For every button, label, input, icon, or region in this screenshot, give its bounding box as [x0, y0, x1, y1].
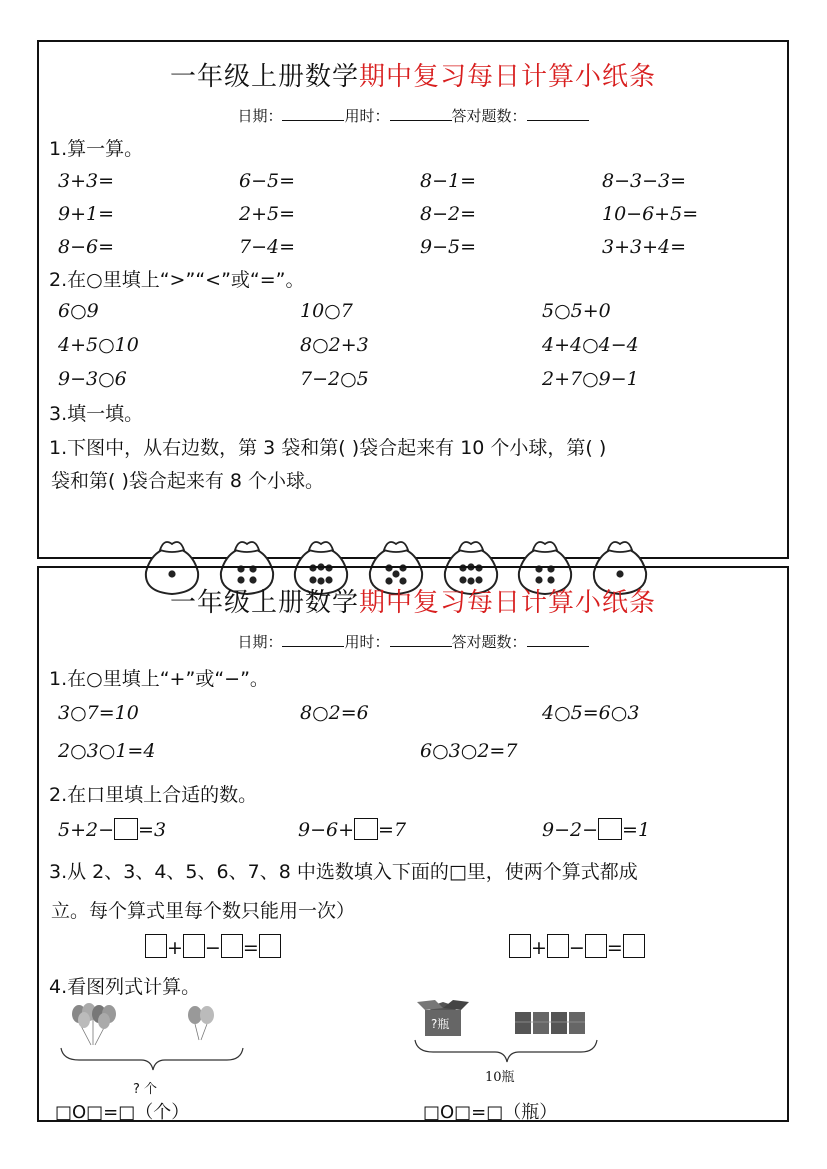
- meta-line: [39, 105, 787, 126]
- q3-line2: 立。每个算式里每个数只能用一次）: [51, 900, 356, 922]
- title-black-part: 一年级上册数学: [169, 62, 359, 92]
- title-red-part: 期中复习每日计算小纸条: [359, 62, 657, 92]
- time-label: 用时：: [344, 107, 390, 125]
- q1-item: 2○3○1=4: [58, 740, 156, 762]
- q3-heading: 3.从 2、3、4、5、6、7、8 中选数填入下面的□里，使两个算式都成: [49, 861, 638, 883]
- arithmetic-problem: 9−5=: [420, 236, 477, 258]
- box-icon: [417, 1000, 469, 1036]
- q2-post: =7: [378, 819, 407, 841]
- time-label: 用时：: [344, 633, 390, 651]
- equation-template-left: [145, 934, 281, 959]
- brace: [61, 1048, 243, 1070]
- time-blank[interactable]: [390, 106, 452, 121]
- comparison-problem: 9−3○6: [58, 368, 127, 390]
- answer-box[interactable]: [259, 934, 281, 958]
- q2-item: [298, 818, 406, 841]
- q2-post: =1: [622, 819, 651, 841]
- balloon-picture: [59, 1000, 244, 1080]
- bottle-total-label: 10瓶: [485, 1070, 515, 1085]
- op-minus: −: [568, 937, 585, 959]
- left-answer-template: □O□=□（个）: [55, 1102, 190, 1123]
- worksheet-1: [37, 40, 789, 559]
- balloon-total-label: ? 个: [133, 1082, 158, 1097]
- comparison-problem: 5○5+0: [542, 300, 611, 322]
- answer-box[interactable]: [221, 934, 243, 958]
- date-label: 日期：: [237, 107, 283, 125]
- answer-box[interactable]: [598, 818, 622, 840]
- arithmetic-problem: 2+5=: [239, 203, 296, 225]
- answer-box[interactable]: [547, 934, 569, 958]
- q1-item: 6○3○2=7: [420, 740, 518, 762]
- worksheet-title: [39, 56, 787, 93]
- date-blank[interactable]: [282, 632, 344, 647]
- q1-item: 8○2=6: [300, 702, 369, 724]
- q2-pre: 5+2−: [58, 819, 115, 841]
- arithmetic-problem: 8−3−3=: [602, 170, 687, 192]
- title-black-part: 一年级上册数学: [169, 588, 359, 618]
- box-label: ?瓶: [431, 1017, 450, 1031]
- arithmetic-problem: 7−4=: [239, 236, 296, 258]
- brace: [415, 1040, 597, 1062]
- q2-heading: 2.在口里填上合适的数。: [49, 784, 258, 806]
- q3-line2: 袋和第( )袋合起来有 8 个小球。: [51, 470, 325, 492]
- comparison-problem: 6○9: [58, 300, 99, 322]
- arithmetic-problem: 8−1=: [420, 170, 477, 192]
- comparison-problem: 10○7: [300, 300, 353, 322]
- meta-line: [39, 631, 787, 652]
- equation-template-right: [509, 934, 645, 959]
- q2-item: [542, 818, 650, 841]
- correct-label: 答对题数：: [451, 107, 527, 125]
- arithmetic-problem: 3+3+4=: [602, 236, 687, 258]
- answer-box[interactable]: [623, 934, 645, 958]
- q3-heading: 3.填一填。: [49, 403, 144, 425]
- correct-blank[interactable]: [527, 632, 589, 647]
- q2-item: [58, 818, 166, 841]
- op-equals: =: [606, 937, 623, 959]
- worksheet-title: [39, 582, 787, 619]
- op-equals: =: [242, 937, 259, 959]
- correct-label: 答对题数：: [451, 633, 527, 651]
- arithmetic-problem: 3+3=: [58, 170, 115, 192]
- comparison-problem: 4+5○10: [58, 334, 139, 356]
- op-plus: +: [531, 937, 547, 959]
- time-blank[interactable]: [390, 632, 452, 647]
- right-answer-template: □O□=□（瓶）: [423, 1102, 558, 1123]
- arithmetic-problem: 6−5=: [239, 170, 296, 192]
- q2-heading: 2.在○里填上“>”“<”或“=”。: [49, 269, 305, 291]
- answer-box[interactable]: [509, 934, 531, 958]
- comparison-problem: 8○2+3: [300, 334, 369, 356]
- answer-box[interactable]: [114, 818, 138, 840]
- q3-line1: 1.下图中，从右边数，第 3 袋和第( )袋合起来有 10 个小球，第( ): [49, 437, 607, 459]
- comparison-problem: 2+7○9−1: [542, 368, 639, 390]
- q1-item: 3○7=10: [58, 702, 139, 724]
- q4-heading: 4.看图列式计算。: [49, 976, 201, 998]
- comparison-problem: 4+4○4−4: [542, 334, 639, 356]
- op-plus: +: [167, 937, 183, 959]
- q1-heading: 1.在○里填上“+”或“−”。: [49, 668, 269, 690]
- q2-pre: 9−6+: [298, 819, 355, 841]
- arithmetic-problem: 10−6+5=: [602, 203, 699, 225]
- answer-box[interactable]: [183, 934, 205, 958]
- title-red-part: 期中复习每日计算小纸条: [359, 588, 657, 618]
- q1-heading: 1.算一算。: [49, 138, 144, 160]
- q2-pre: 9−2−: [542, 819, 599, 841]
- arithmetic-problem: 9+1=: [58, 203, 115, 225]
- bottle-crate-icon: [515, 1012, 585, 1034]
- q1-item: 4○5=6○3: [542, 702, 640, 724]
- arithmetic-problem: 8−6=: [58, 236, 115, 258]
- q2-post: =3: [138, 819, 167, 841]
- comparison-problem: 7−2○5: [300, 368, 369, 390]
- op-minus: −: [204, 937, 221, 959]
- balloon-icon: [188, 1006, 214, 1040]
- correct-blank[interactable]: [527, 106, 589, 121]
- balloon-icon: [72, 1003, 116, 1045]
- answer-box[interactable]: [585, 934, 607, 958]
- date-label: 日期：: [237, 633, 283, 651]
- answer-box[interactable]: [354, 818, 378, 840]
- worksheet-2: [37, 566, 789, 1122]
- arithmetic-problem: 8−2=: [420, 203, 477, 225]
- answer-box[interactable]: [145, 934, 167, 958]
- date-blank[interactable]: [282, 106, 344, 121]
